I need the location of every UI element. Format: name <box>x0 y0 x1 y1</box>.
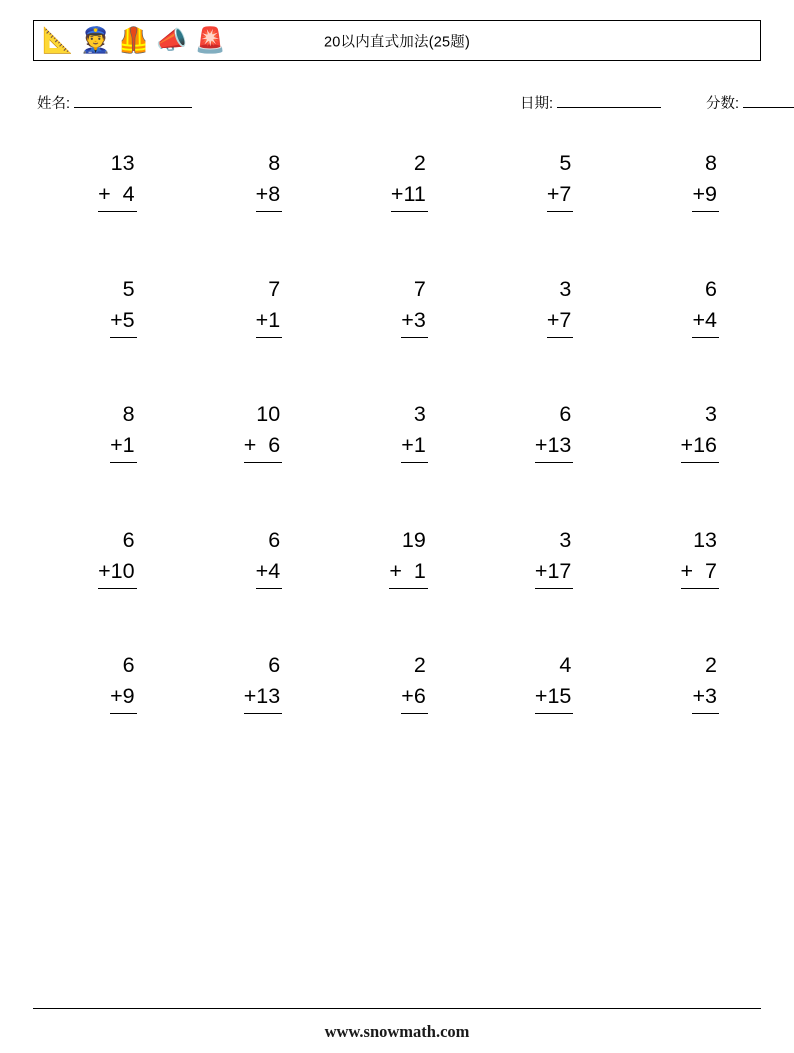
addend-top: 5 <box>559 151 572 175</box>
addend-bottom: +3 <box>401 305 428 338</box>
addend-bottom: +1 <box>110 430 137 463</box>
addend-top: 13 <box>693 527 717 552</box>
date-field <box>520 92 661 113</box>
addend-top: 10 <box>256 402 281 426</box>
addend-bottom: +4 <box>256 556 283 589</box>
problem <box>98 148 136 212</box>
addend-bottom: +9 <box>110 681 137 714</box>
problem <box>535 525 573 589</box>
problem-cell <box>470 391 616 517</box>
addend-top: 5 <box>122 276 135 301</box>
addend-top: 6 <box>268 653 281 677</box>
problem <box>244 399 282 463</box>
addend-top: 13 <box>110 151 135 175</box>
addend-top: 3 <box>413 402 426 426</box>
addend-top: 2 <box>413 653 426 677</box>
name-label: 姓名: <box>37 96 71 112</box>
addend-top: 3 <box>559 276 572 301</box>
addend-top: 8 <box>705 151 717 175</box>
problem <box>692 148 719 212</box>
addend-top: 2 <box>413 151 426 175</box>
addend-top: 6 <box>122 527 135 552</box>
addend-bottom: +7 <box>547 179 574 212</box>
problem-cell <box>615 266 761 392</box>
pencil-ruler-icon: 📐 <box>42 26 74 54</box>
addend-bottom: + 6 <box>244 430 282 463</box>
problem-cell <box>33 391 179 517</box>
problem <box>389 525 427 589</box>
addend-bottom: +3 <box>692 681 719 714</box>
problem <box>401 399 428 463</box>
addend-top: 19 <box>401 527 426 552</box>
addend-bottom: +6 <box>401 681 428 714</box>
problem-cell <box>179 642 325 768</box>
addend-bottom: +9 <box>692 179 719 212</box>
addend-bottom: +1 <box>401 430 428 463</box>
addend-bottom: +17 <box>535 556 573 589</box>
problem <box>401 274 428 338</box>
problem-cell <box>470 266 616 392</box>
problem-cell <box>33 140 179 266</box>
problem <box>110 274 137 338</box>
date-label: 日期: <box>520 96 554 112</box>
problem-cell <box>324 266 470 392</box>
problem <box>401 650 428 714</box>
addend-top: 6 <box>122 653 135 677</box>
problem <box>535 399 573 463</box>
info-row <box>33 92 761 114</box>
problem <box>535 650 573 714</box>
score-label: 分数: <box>706 96 740 112</box>
addend-top: 3 <box>705 402 717 426</box>
problem-cell <box>615 140 761 266</box>
score-blank[interactable] <box>743 94 794 108</box>
worksheet-title: 20以内直式加法(25题) <box>323 34 470 50</box>
addend-bottom: +13 <box>535 430 573 463</box>
problem <box>547 274 574 338</box>
addend-top: 7 <box>413 276 426 301</box>
problem-cell <box>615 517 761 643</box>
problem-cell <box>470 642 616 768</box>
problem <box>256 525 283 589</box>
problem <box>391 148 428 212</box>
problems-grid <box>33 140 761 768</box>
addend-bottom: +5 <box>110 305 137 338</box>
problem <box>110 650 137 714</box>
problem-cell <box>179 140 325 266</box>
addend-top: 7 <box>268 276 281 301</box>
problem <box>98 525 136 589</box>
police-officer-icon: 👮 <box>80 26 112 54</box>
addend-bottom: +15 <box>535 681 573 714</box>
addend-top: 8 <box>268 151 281 175</box>
addend-bottom: + 4 <box>98 179 136 212</box>
date-blank[interactable] <box>557 94 661 108</box>
problem-cell <box>33 517 179 643</box>
addend-bottom: +1 <box>256 305 283 338</box>
addend-bottom: +13 <box>244 681 282 714</box>
name-blank[interactable] <box>74 94 192 108</box>
name-field <box>37 92 192 113</box>
addend-bottom: +10 <box>98 556 136 589</box>
addend-top: 8 <box>122 402 135 426</box>
safety-vest-icon: 🦺 <box>118 26 150 54</box>
problem <box>692 650 719 714</box>
header-box <box>33 20 761 61</box>
footer-divider <box>33 1008 761 1009</box>
problem <box>110 399 137 463</box>
problem <box>681 525 719 589</box>
problem-cell <box>179 517 325 643</box>
problem-cell <box>324 140 470 266</box>
problem-cell <box>615 391 761 517</box>
problem-cell <box>470 140 616 266</box>
addend-bottom: +16 <box>681 430 719 463</box>
addend-top: 4 <box>559 653 572 677</box>
addend-top: 6 <box>268 527 281 552</box>
problem <box>256 148 283 212</box>
problem <box>244 650 282 714</box>
problem-cell <box>33 266 179 392</box>
problem-cell <box>324 642 470 768</box>
addend-top: 3 <box>559 527 572 552</box>
problem-cell <box>324 391 470 517</box>
footer-site-url: www.snowmath.com <box>324 1022 470 1041</box>
problem <box>256 274 283 338</box>
score-field <box>706 92 794 113</box>
problem <box>547 148 574 212</box>
problem-cell <box>179 266 325 392</box>
addend-bottom: +7 <box>547 305 574 338</box>
problem <box>692 274 719 338</box>
problem-cell <box>615 642 761 768</box>
addend-bottom: +4 <box>692 305 719 338</box>
problem-cell <box>179 391 325 517</box>
megaphone-icon: 📣 <box>156 26 188 54</box>
addend-top: 2 <box>705 653 717 677</box>
problem-cell <box>324 517 470 643</box>
addend-bottom: +11 <box>391 179 428 212</box>
addend-top: 6 <box>705 276 717 301</box>
police-light-icon: 🚨 <box>194 26 226 54</box>
problem <box>681 399 719 463</box>
problem-cell <box>33 642 179 768</box>
addend-bottom: +8 <box>256 179 283 212</box>
addend-bottom: + 1 <box>389 556 427 589</box>
addend-top: 6 <box>559 402 572 426</box>
problem-cell <box>470 517 616 643</box>
addend-bottom: + 7 <box>681 556 719 589</box>
